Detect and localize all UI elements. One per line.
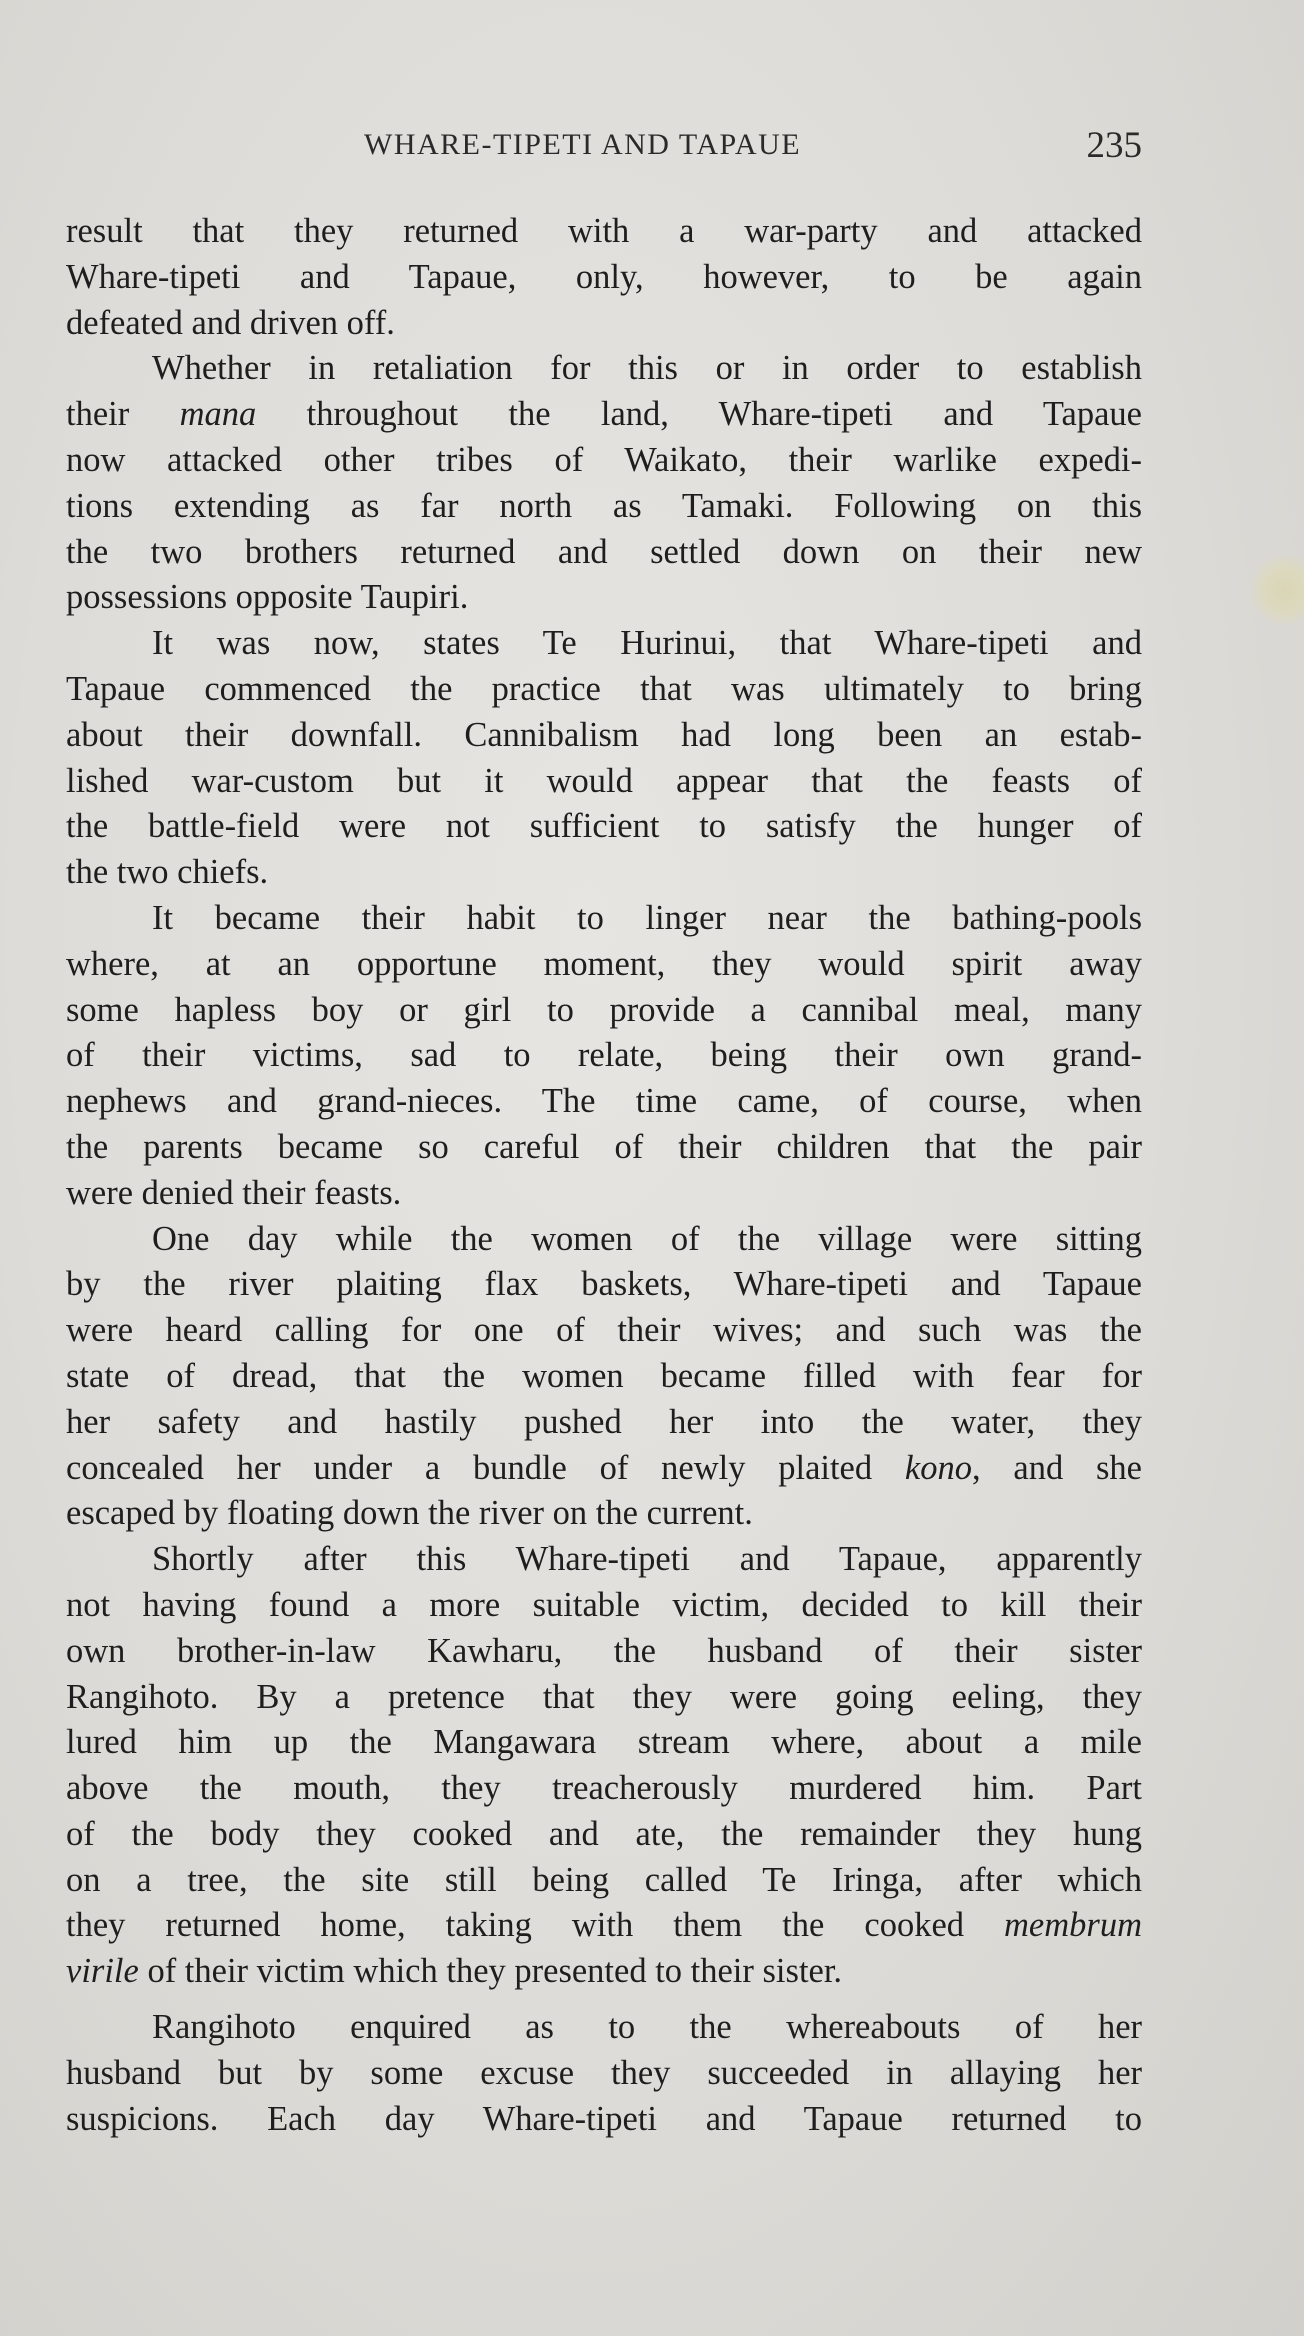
text-line: by the river plaiting flax baskets, Whare-tipeti and Tapaue	[66, 1265, 1142, 1304]
text-line: were denied their feasts.	[66, 1173, 402, 1212]
paragraph	[66, 209, 1142, 346]
text-line: Rangihoto enquired as to the whereabouts of her	[152, 2008, 1142, 2047]
italic-term: membrum	[1004, 1906, 1142, 1945]
text-segment: throughout the land, Whare-tipeti and Tapaue	[256, 395, 1142, 434]
page-header	[66, 125, 1142, 178]
paper-stain	[1250, 555, 1304, 625]
text-line: Whare-tipeti and Tapaue, only, however, to be again	[66, 257, 1142, 296]
text-line: where, at an opportune moment, they would spirit away	[66, 944, 1142, 983]
paragraph	[66, 346, 1142, 621]
text-line: on a tree, the site still being called Te Iringa, after which	[66, 1860, 1142, 1899]
text-line: about their downfall. Cannibalism had long been an estab-	[66, 715, 1142, 754]
text-segment: their	[66, 395, 180, 434]
text-line: nephews and grand-nieces. The time came, of course, when	[66, 1082, 1142, 1121]
text-line: the two chiefs.	[66, 853, 269, 892]
text-line: It was now, states Te Hurinui, that Whare-tipeti and	[152, 624, 1142, 663]
running-title: WHARE-TIPETI AND TAPAUE	[364, 128, 802, 161]
text-line: possessions opposite Taupiri.	[66, 578, 469, 617]
text-segment: they returned home, taking with them the cooked	[66, 1906, 1005, 1945]
text-line: were heard calling for one of their wives; and such was the	[66, 1311, 1142, 1350]
paragraph	[66, 621, 1142, 896]
paragraph	[66, 896, 1142, 1217]
text-line: lished war-custom but it would appear that the feasts of	[66, 761, 1142, 800]
text-line: Whether in retaliation for this or in order to establish	[152, 349, 1142, 388]
text-line	[66, 1446, 1142, 1492]
page-number: 235	[1086, 125, 1142, 166]
text-line: the two brothers returned and settled down on their new	[66, 532, 1142, 571]
text-line: state of dread, that the women became filled with fear for	[66, 1356, 1142, 1395]
text-line: now attacked other tribes of Waikato, their warlike expedi-	[66, 440, 1142, 479]
text-line: of their victims, sad to relate, being their own grand-	[66, 1036, 1142, 1075]
text-line: above the mouth, they treacherously murdered him. Part	[66, 1769, 1142, 1808]
text-line: One day while the women of the village were sitting	[152, 1219, 1142, 1258]
text-line: Rangihoto. By a pretence that they were going eeling, they	[66, 1677, 1142, 1716]
text-line: suspicions. Each day Whare-tipeti and Tapaue returned to	[66, 2099, 1142, 2138]
italic-term: kono	[904, 1448, 972, 1487]
text-segment: , and she	[972, 1448, 1142, 1487]
text-line: some hapless boy or girl to provide a cannibal meal, many	[66, 990, 1142, 1029]
italic-term: virile	[66, 1952, 139, 1991]
paragraph	[66, 1217, 1142, 1538]
text-line	[66, 1903, 1142, 1949]
text-line: Tapaue commenced the practice that was ultimately to bring	[66, 669, 1142, 708]
paragraph	[66, 1537, 1142, 1995]
text-line: of the body they cooked and ate, the remainder they hung	[66, 1814, 1142, 1853]
text-line: escaped by floating down the river on the current.	[66, 1494, 753, 1533]
text-line: own brother-in-law Kawharu, the husband of their sister	[66, 1631, 1142, 1670]
text-segment: concealed her under a bundle of newly plaited	[66, 1448, 905, 1487]
text-line: defeated and driven off.	[66, 303, 395, 342]
text-line	[66, 1949, 1142, 1995]
text-line: result that they returned with a war-party and attacked	[66, 212, 1142, 250]
paragraph	[66, 2005, 1142, 2142]
text-line: her safety and hastily pushed her into the water, they	[66, 1402, 1142, 1441]
text-line: Shortly after this Whare-tipeti and Tapaue, apparently	[152, 1540, 1142, 1579]
text-line: not having found a more suitable victim, decided to kill their	[66, 1585, 1142, 1624]
text-line: the battle-field were not sufficient to satisfy the hunger of	[66, 807, 1142, 846]
text-line	[66, 392, 1142, 438]
text-segment: of their victim which they presented to their sister.	[138, 1952, 843, 1991]
text-line: lured him up the Mangawara stream where, about a mile	[66, 1723, 1142, 1762]
text-line: husband but by some excuse they succeeded in allaying her	[66, 2053, 1142, 2092]
text-line: the parents became so careful of their children that the pair	[66, 1127, 1142, 1166]
text-line: It became their habit to linger near the bathing-pools	[152, 898, 1142, 937]
text-line: tions extending as far north as Tamaki. Following on this	[66, 486, 1142, 525]
italic-term: mana	[179, 395, 257, 434]
body-text	[66, 209, 1142, 2142]
paragraph-gap	[66, 1995, 1142, 2005]
